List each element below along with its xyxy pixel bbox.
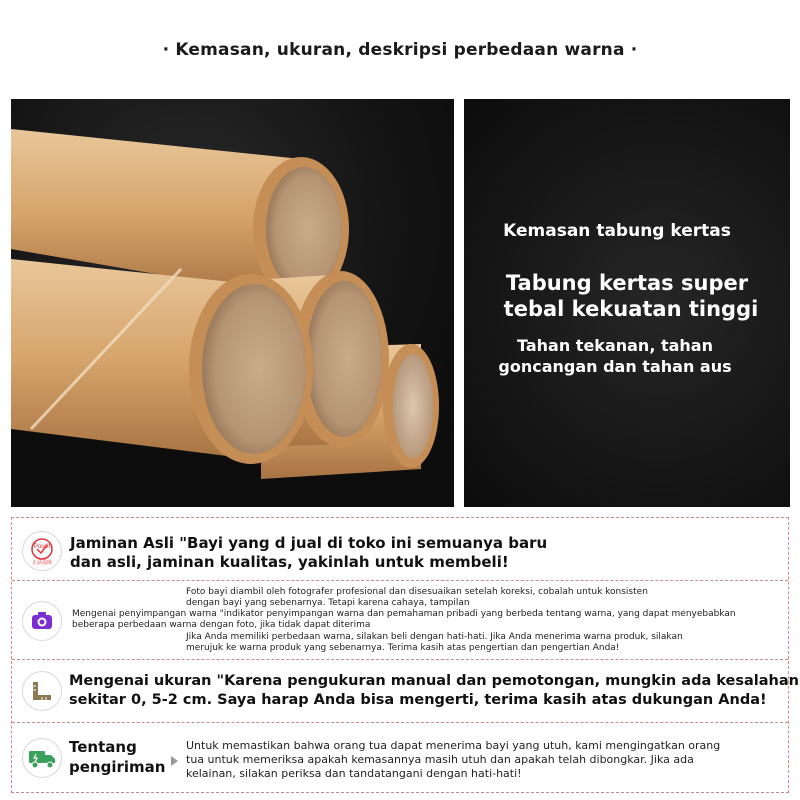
shipping-label-line2: pengiriman xyxy=(69,758,166,776)
shipping-line1: Untuk memastikan bahwa orang tua dapat menerima bayi yang utuh, kami mengingatkan orang xyxy=(186,739,721,752)
color-note-row xyxy=(12,581,788,659)
shipping-row xyxy=(12,723,788,793)
packaging-sub-line2: goncangan dan tahan aus xyxy=(498,357,732,376)
size-note-row xyxy=(12,660,799,722)
info-notes-box xyxy=(11,517,799,793)
shipping-line2: tua untuk memeriksa apakah kemasannya masih utuh dan apakah telah dibongkar. Jika ada xyxy=(186,753,694,766)
shipping-label-line1: Tentang xyxy=(69,738,137,756)
guarantee-line2: dan asli, jaminan kualitas, yakinlah untuk membeli! xyxy=(70,553,509,571)
packaging-title: Kemasan tabung kertas xyxy=(503,221,731,241)
packaging-headline-line2: tebal kekuatan tinggi xyxy=(503,297,759,321)
color-note-line1: Foto bayi diambil oleh fotografer profesional dan disesuaikan setelah koreksi, cobalah untuk konsisten xyxy=(186,587,648,597)
color-note-line5: Jika Anda memiliki perbedaan warna, silakan beli dengan hati-hati. Jika Anda menerima warna produk, silakan xyxy=(186,632,683,642)
color-note-line2: dengan bayi yang sebenarnya. Tetapi karena cahaya, tampilan xyxy=(186,598,470,608)
color-note-line4: beberapa perbedaan warna dengan foto, jika tidak dapat diterima xyxy=(72,620,371,630)
svg-text:正品保障: 正品保障 xyxy=(31,560,53,566)
delivery-truck-icon xyxy=(22,738,62,778)
guarantee-row xyxy=(12,518,788,580)
ruler-icon xyxy=(22,671,62,711)
packaging-headline-line1: Tabung kertas super xyxy=(505,271,749,295)
packaging-sub-line1: Tahan tekanan, tahan xyxy=(517,336,713,355)
arrow-right-icon xyxy=(171,756,178,766)
size-note-line2: sekitar 0, 5-2 cm. Saya harap Anda bisa mengerti, terima kasih atas dukungan Anda! xyxy=(69,692,767,708)
svg-text:Positif: Positif xyxy=(33,544,51,550)
guarantee-badge-icon xyxy=(22,531,62,571)
size-note-line1: Mengenai ukuran "Karena pengukuran manual dan pemotongan, mungkin ada kesalahan xyxy=(69,673,799,689)
guarantee-line1: Jaminan Asli "Bayi yang d jual di toko ini semuanya baru xyxy=(70,534,548,552)
packaging-description-panel xyxy=(464,99,790,507)
camera-icon xyxy=(22,601,62,641)
color-note-line6: merujuk ke warna produk yang sebenarnya. Terima kasih atas pengertian dan pengertian Anda! xyxy=(186,643,620,653)
color-note-line3: Mengenai penyimpangan warna "indikator penyimpangan warna dan pemahaman pribadi yang berbeda tentang warna, yang dapat menyebabkan xyxy=(72,609,736,619)
header-title: · Kemasan, ukuran, deskripsi perbedaan warna · xyxy=(162,40,638,60)
product-photo-paper-tubes xyxy=(11,99,454,507)
shipping-line3: kelainan, silakan periksa dan tandatangani dengan hati-hati! xyxy=(186,767,522,780)
